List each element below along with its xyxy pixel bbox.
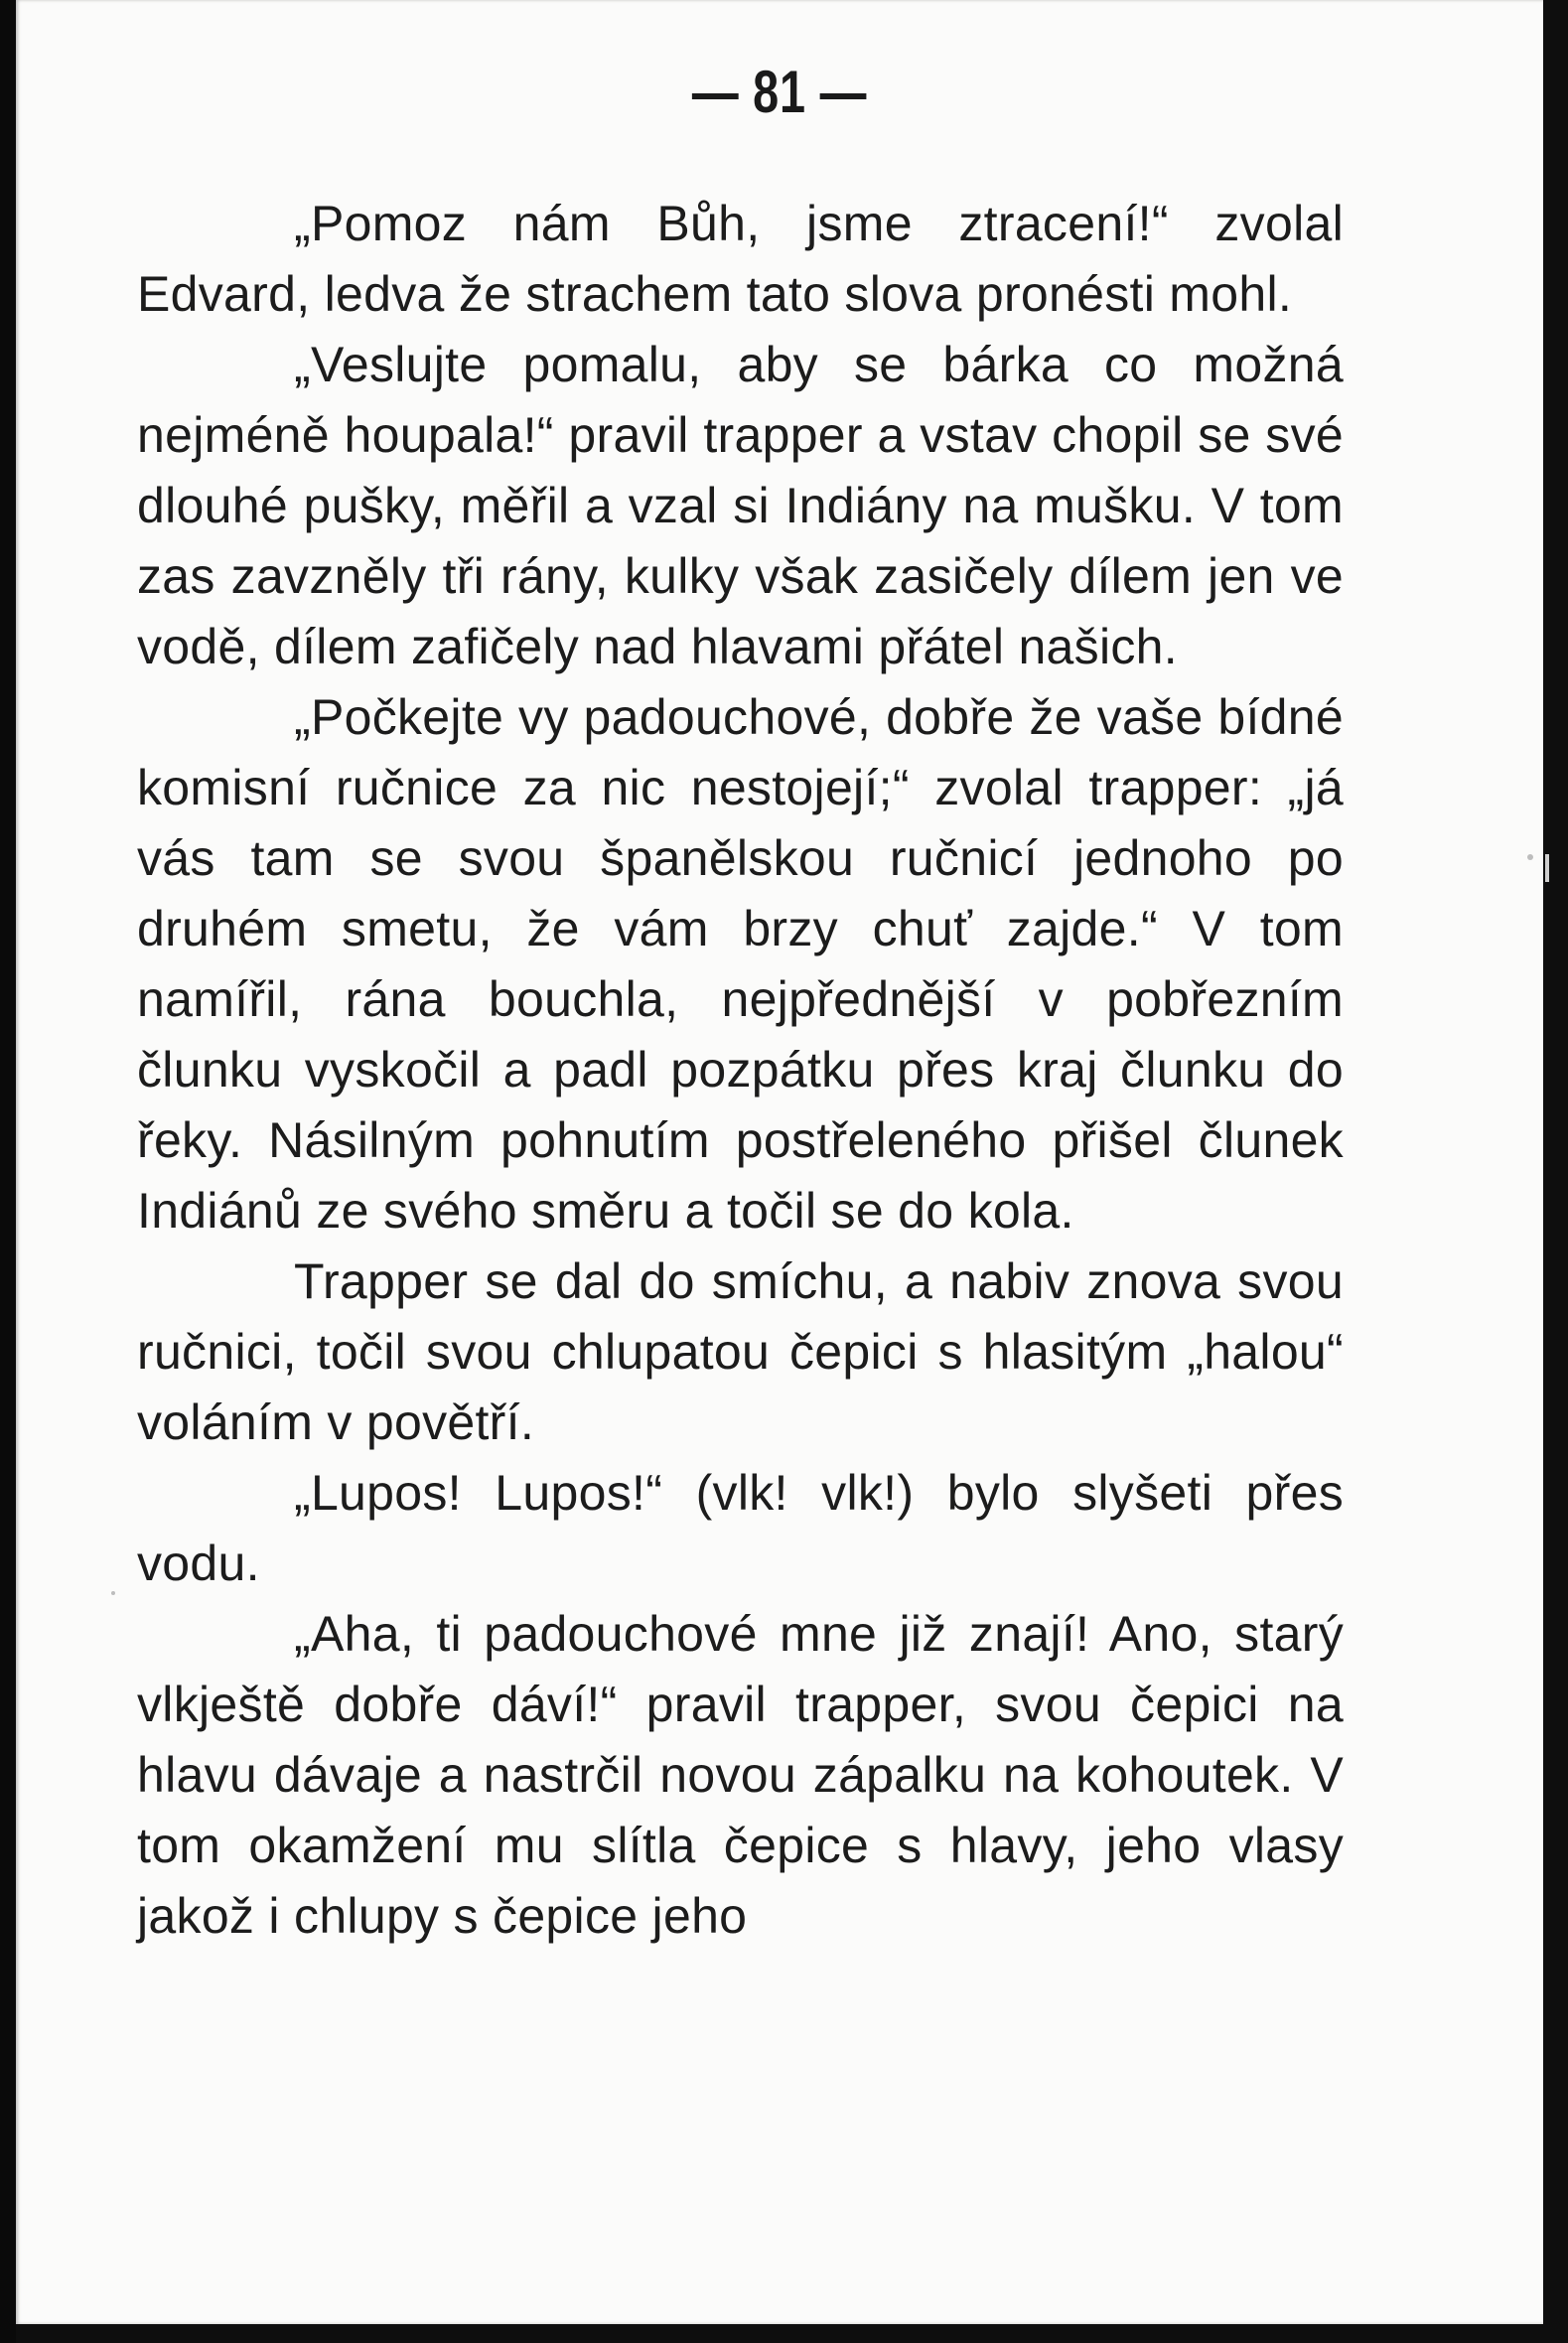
- paragraph-2: „Veslujte pomalu, aby se bárka co možná nejméně houpala!“ pravil trapper a vstav chopil se své dlouhé pušky, měřil a vzal si Indiány na mušku. V tom zas zavzněly tři rány, kulky však zasičely dílem jen ve vodě, dílem zafičely nad hlavami přátel našich.: [137, 337, 1344, 674]
- paragraph-5: „Lupos! Lupos!“ (vlk! vlk!) bylo slyšeti přes vodu.: [137, 1465, 1344, 1591]
- page-body-text: [137, 189, 1344, 1952]
- paragraph-6: „Aha, ti padouchové mne již znají! Ano, starý vlkještě dobře dáví!“ pravil trapper, svou čepici na hlavu dávaje a nastrčil novou zápalku na kohoutek. V tom okamžení mu slítla čepice s hlavy, jeho vlasy jakož i chlupy s čepice jeho: [137, 1606, 1344, 1944]
- paper-speck: [111, 1591, 115, 1595]
- paragraph-4: Trapper se dal do smíchu, a nabiv znova svou ručnici, točil svou chlupatou čepici s hlasitým „halou“ voláním v povětří.: [137, 1253, 1344, 1450]
- paragraph-3: „Počkejte vy padouchové, dobře že vaše bídné komisní ručnice za nic nestojejí;“ zvolal trapper: „já vás tam se svou španělskou ručnicí jednoho po druhém smetu, že vám brzy chuť zajde.“ V tom namířil, rána bouchla, nejpřednější v pobřezním člunku vyskočil a padl pozpátku přes kraj člunku do řeky. Násilným pohnutím postřeleného přišel člunek Indiánů ze svého směru a točil se do kola.: [137, 689, 1344, 1239]
- paragraph-1: „Pomoz nám Bůh, jsme ztracení!“ zvolal Edvard, ledva že strachem tato slova pronésti mohl.: [137, 196, 1344, 322]
- book-page: [16, 0, 1543, 2324]
- scan-edge-mark: [1545, 854, 1549, 882]
- scan-edge-left: [0, 0, 16, 2343]
- paper-speck: [1527, 854, 1533, 860]
- page-number: — 81 —: [691, 59, 868, 125]
